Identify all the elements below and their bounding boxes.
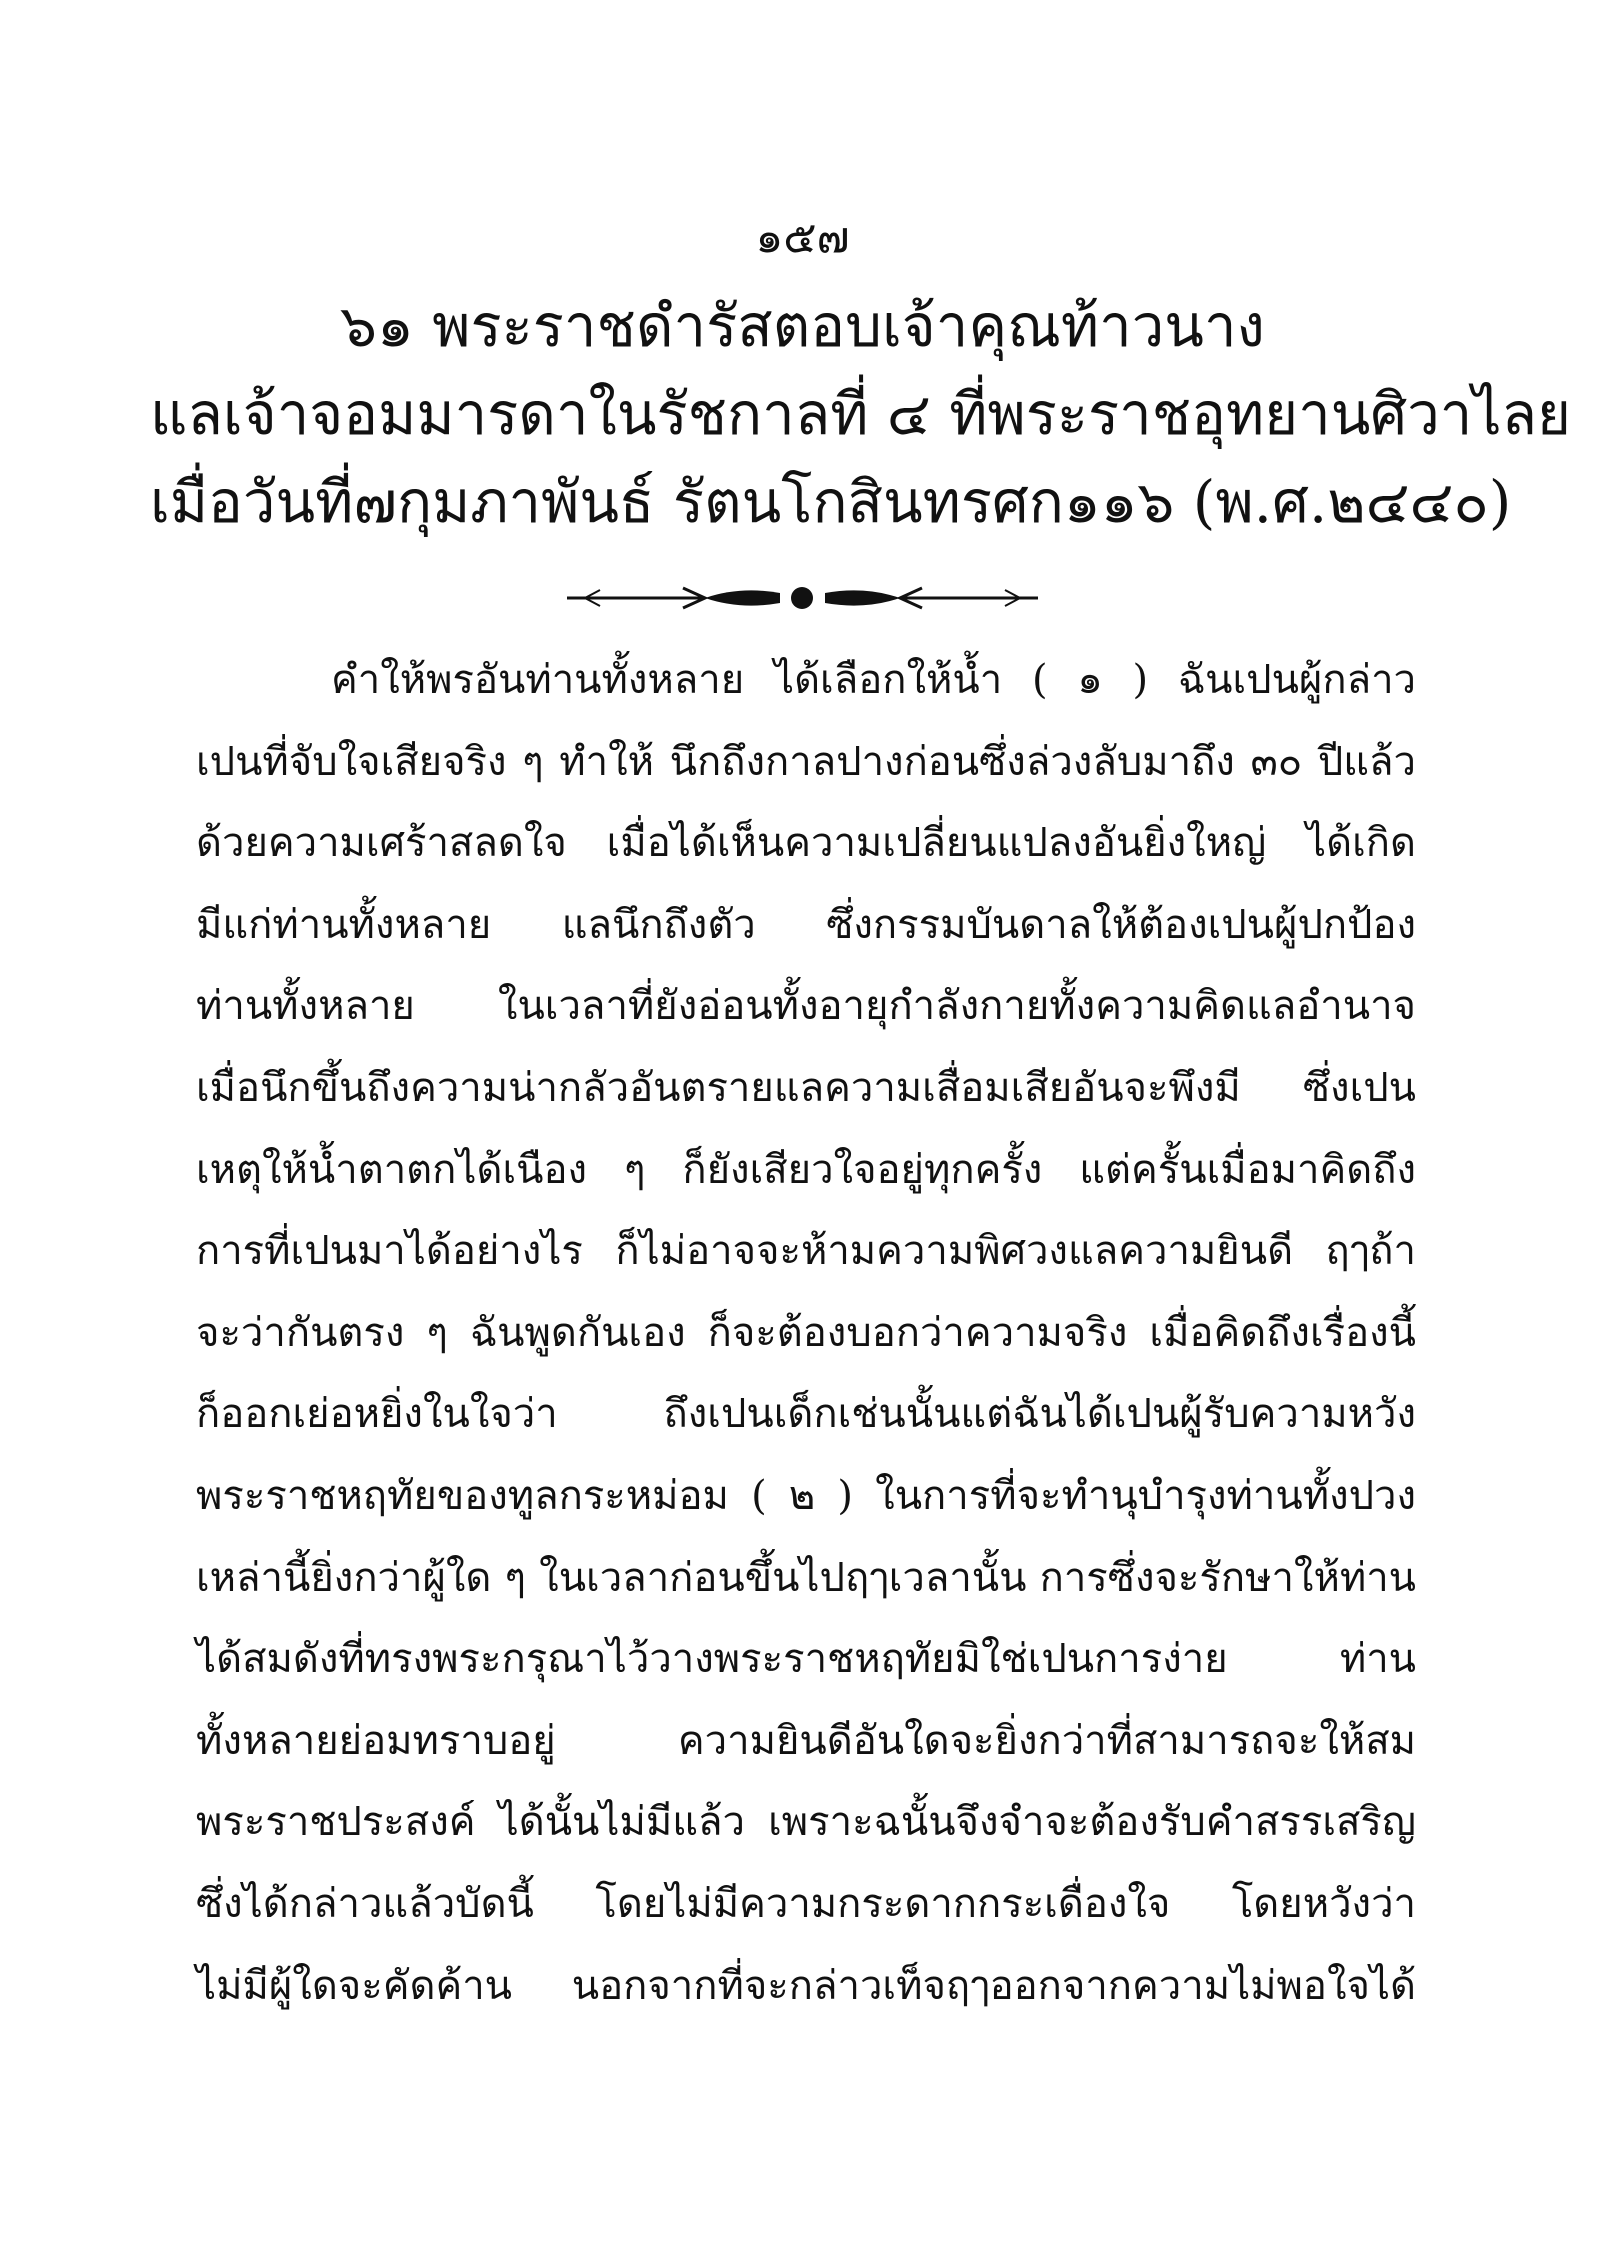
body-line: ท่านทั้งหลาย ในเวลาที่ยังอ่อนทั้งอายุกำลังกายทั้งความคิดแลอำนาจ (196, 983, 1416, 1030)
body-line: พระราชหฤทัยของทูลกระหม่อม ( ๒ ) ในการที่จะทำนุบำรุงท่านทั้งปวง (196, 1472, 1416, 1519)
page-number: ๑๕๗ (755, 212, 850, 263)
body-line: ไม่มีผู้ใดจะคัดค้าน นอกจากที่จะกล่าวเท็จฤๅออกจากความไม่พอใจได้ (196, 1962, 1416, 2009)
ornamental-divider (565, 578, 1040, 618)
body-line: พระราชประสงค์ ได้นั้นไม่มีแล้ว เพราะฉนั้นจึงจำจะต้องรับคำสรรเสริญ (196, 1799, 1416, 1846)
body-line: มีแก่ท่านทั้งหลาย แลนึกถึงตัว ซึ่งกรรมบันดาลให้ต้องเปนผู้ปกป้อง (196, 901, 1416, 948)
body-line: เหล่านี้ยิ่งกว่าผู้ใด ๆ ในเวลาก่อนขึ้นไปฤๅเวลานั้น การซึ่งจะรักษาให้ท่าน (196, 1554, 1416, 1601)
speech-body (196, 640, 1416, 2027)
body-line: ซึ่งได้กล่าวแล้วบัดนี้ โดยไม่มีความกระดากกระเดื่องใจ โดยหวังว่า (196, 1880, 1416, 1927)
body-line: ได้สมดังที่ทรงพระกรุณาไว้วางพระราชหฤทัยมิใช่เปนการง่าย ท่าน (196, 1636, 1416, 1683)
body-line: คำให้พรอันท่านทั้งหลาย ได้เลือกให้น้ำ ( ๑ ) ฉันเปนผู้กล่าว (331, 657, 1416, 703)
title-line-1: ๖๑ พระราชดำรัสตอบเจ้าคุณท้าวนาง (340, 292, 1265, 360)
body-line: จะว่ากันตรง ๆ ฉันพูดกันเอง ก็จะต้องบอกว่าความจริง เมื่อคิดถึงเรื่องนี้ (196, 1309, 1416, 1356)
body-line: ก็ออกเย่อหยิ่งในใจว่า ถึงเปนเด็กเช่นนั้นแต่ฉันได้เปนผู้รับความหวัง (196, 1391, 1416, 1438)
document-title (150, 282, 1572, 546)
body-line: การที่เปนมาได้อย่างไร ก็ไม่อาจจะห้ามความพิศวงแลความยินดี ฤๅถ้า (196, 1228, 1416, 1275)
title-line-2: แลเจ้าจอมมารดาในรัชกาลที่ ๔ ที่พระราชอุทยานศิวาไลย (150, 380, 1572, 448)
body-line: เหตุให้น้ำตาตกได้เนือง ๆ ก็ยังเสียวใจอยู่ทุกครั้ง แต่ครั้นเมื่อมาคิดถึง (196, 1146, 1416, 1193)
title-line-3: เมื่อวันที่๗กุมภาพันธ์ รัตนโกสินทรศก๑๑๖ (พ.ศ.๒๔๔๐) (150, 468, 1512, 536)
body-line: ด้วยความเศร้าสลดใจ เมื่อได้เห็นความเปลี่ยนแปลงอันยิ่งใหญ่ ได้เกิด (196, 820, 1416, 867)
body-line: เปนที่จับใจเสียจริง ๆ ทำให้ นึกถึงกาลปางก่อนซึ่งล่วงลับมาถึง ๓๐ ปีแล้ว (196, 738, 1416, 785)
body-line: เมื่อนึกขึ้นถึงความน่ากลัวอันตรายแลความเสื่อมเสียอันจะพึงมี ซึ่งเปน (196, 1064, 1416, 1111)
body-line: ทั้งหลายย่อมทราบอยู่ ความยินดีอันใดจะยิ่งกว่าที่สามารถจะให้สม (196, 1717, 1416, 1764)
